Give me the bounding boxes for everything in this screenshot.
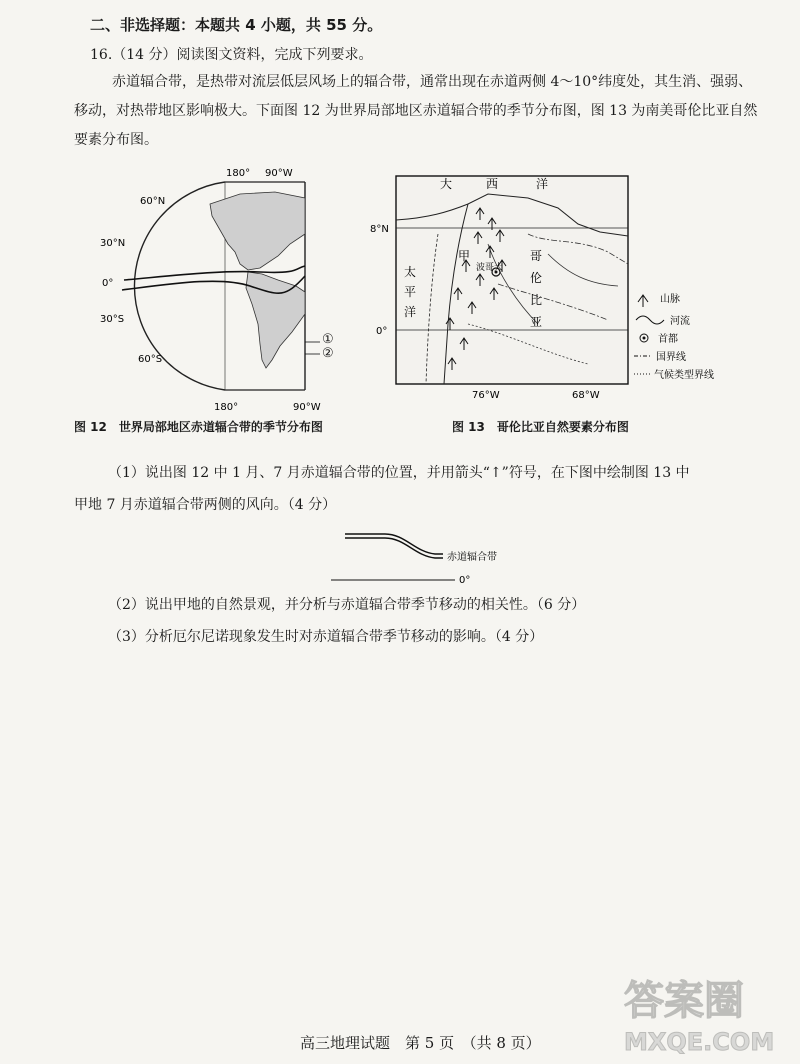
fig13-country-2: 伦 — [530, 271, 543, 285]
fig13-pacific-2: 平 — [404, 285, 417, 299]
itcz-line-1 — [124, 266, 305, 280]
fig13-lat-0: 0° — [376, 326, 388, 337]
legend-capital: 首都 — [658, 334, 678, 345]
fig12-lat-60s: 60°S — [138, 354, 163, 365]
legend-river: 河流 — [670, 316, 690, 327]
legend-border: 国界线 — [656, 352, 686, 363]
fig12-bottom-lon-90w: 90°W — [293, 402, 321, 413]
watermark-logo — [620, 972, 780, 1054]
page-footer: 高三地理试题 第 5 页 （共 8 页） — [300, 1034, 541, 1052]
fig13-country-3: 比 — [530, 293, 543, 307]
figure-12-map — [100, 164, 321, 414]
fig12-bottom-lon-180: 180° — [214, 402, 239, 413]
fig12-line-label-1: ① — [322, 332, 334, 347]
watermark-bottom: MXQE.COM — [624, 1028, 775, 1056]
fig13-lon-68w: 68°W — [572, 390, 600, 401]
sub-question-1-line1: （1）说出图 12 中 1 月、7 月赤道辐合带的位置，并用箭头“↑”符号，在下图中绘制图 13 中 — [108, 465, 690, 481]
figure-13-map — [368, 174, 778, 404]
sub-question-2: （2）说出甲地的自然景观，并分析与赤道辐合带季节移动的相关性。（6 分） — [108, 597, 586, 613]
fig12-line-label-2: ② — [322, 346, 334, 361]
sub-question-1-line2: 甲地 7 月赤道辐合带两侧的风向。（4 分） — [74, 497, 337, 513]
fig12-lat-0: 0° — [102, 278, 114, 289]
section-title: 二、非选择题：本题共 4 小题，共 55 分。 — [90, 16, 383, 34]
legend-climate: 气候类型界线 — [654, 370, 714, 381]
legend-mountain: 山脉 — [660, 294, 680, 305]
fig13-jia-label: 甲 — [458, 249, 471, 263]
sketch-zero-label: 0° — [459, 575, 471, 586]
south-america — [246, 272, 305, 368]
itcz-sketch — [325, 526, 535, 588]
fig12-lat-60n: 60°N — [140, 196, 166, 207]
fig13-country-1: 哥 — [530, 249, 543, 263]
sketch-itcz-label: 赤道辐合带 — [447, 552, 497, 563]
fig13-legend — [634, 292, 714, 381]
sub-question-3: （3）分析厄尔尼诺现象发生时对赤道辐合带季节移动的影响。（4 分） — [108, 629, 544, 645]
sketch-itcz-line-upper — [345, 534, 443, 554]
fig12-lat-30s: 30°S — [100, 314, 125, 325]
question-16-header: 16.（14 分）阅读图文资料，完成下列要求。 — [90, 47, 373, 63]
fig13-caption: 图 13 哥伦比亚自然要素分布图 — [452, 420, 629, 434]
fig13-atlantic-3: 洋 — [536, 177, 549, 191]
fig12-lat-30n: 30°N — [100, 238, 126, 249]
north-america — [210, 192, 305, 270]
watermark-top: 答案圈 — [624, 978, 744, 1024]
fig12-caption: 图 12 世界局部地区赤道辐合带的季节分布图 — [74, 420, 323, 434]
fig12-top-lon-180: 180° — [226, 168, 251, 179]
fig13-lat-8n: 8°N — [370, 224, 389, 235]
fig13-lon-76w: 76°W — [472, 390, 500, 401]
fig13-atlantic-1: 大 — [440, 177, 453, 191]
fig13-pacific-3: 洋 — [404, 305, 417, 319]
fig13-atlantic-2: 西 — [486, 177, 499, 191]
fig12-top-lon-90w: 90°W — [265, 168, 293, 179]
fig13-frame — [396, 176, 628, 384]
sketch-itcz-line-lower — [345, 538, 443, 558]
fig13-country-4: 亚 — [530, 315, 543, 329]
fig13-capital-label: 波哥大 — [476, 263, 504, 273]
fig13-pacific-1: 太 — [404, 265, 417, 279]
intro-paragraph: 赤道辐合带，是热带对流层低层风场上的辐合带，通常出现在赤道两侧 4～10°纬度处，其生消、强弱、移动，对热带地区影响极大。下面图 12 为世界局部地区赤道辐合带的季节分布图，图 13 为南美哥伦比亚自然要素分布图。 — [74, 74, 758, 148]
